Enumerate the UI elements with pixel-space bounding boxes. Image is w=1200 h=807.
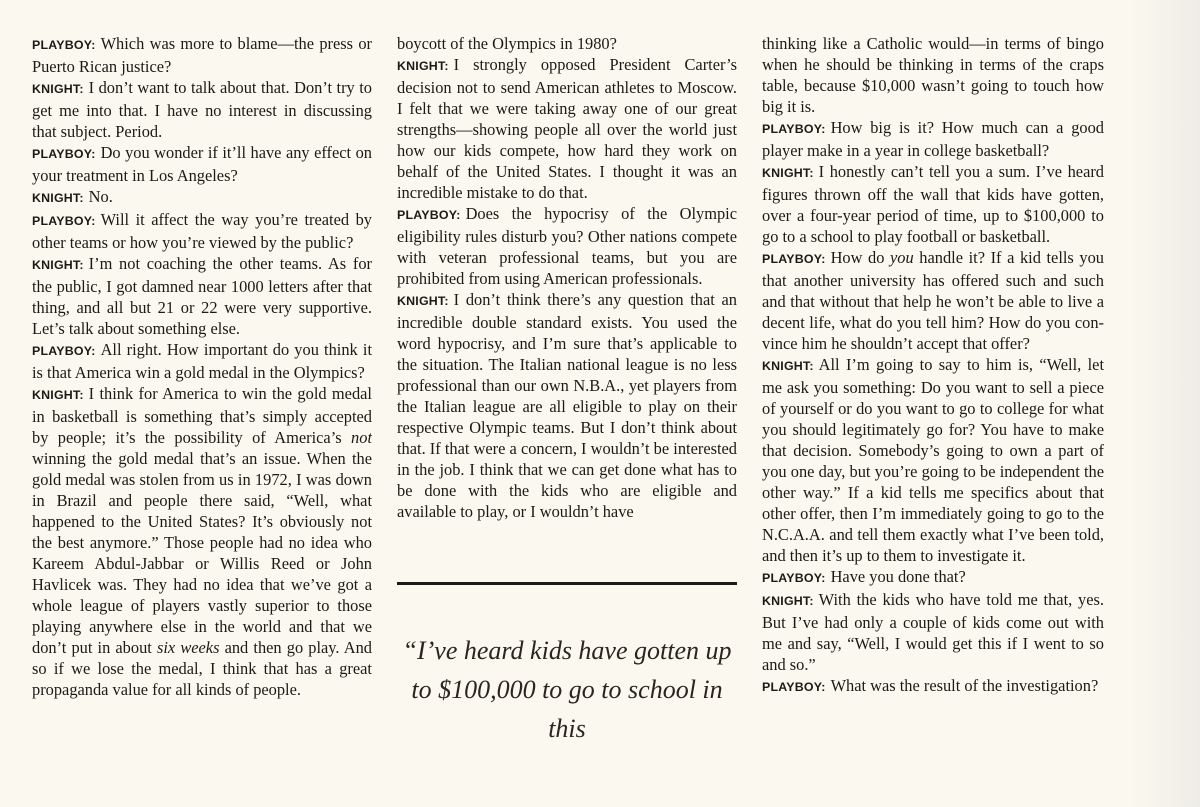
interview-paragraph: [762, 354, 1104, 566]
speaker-label: KNIGHT:: [397, 294, 449, 308]
paragraph-text: Does the hypocrisy of the Olympic eligibility rules disturb you? Other nations compete with veteran professional teams, but you are prohibited from using American professionals.: [397, 204, 737, 288]
paragraph-text: Which was more to blame—the press or Puerto Rican justice?: [32, 34, 372, 76]
speaker-label: PLAYBOY:: [762, 252, 826, 266]
interview-paragraph: [762, 566, 1104, 589]
paragraph-text: No.: [88, 187, 113, 206]
paragraph-text: What was the result of the investigation?: [830, 676, 1099, 695]
paragraph-text: All right. How important do you think it is that America win a gold medal in the Olympics?: [32, 340, 372, 382]
paragraph-text: I’m not coaching the other teams. As for the public, I got damned near 1000 letters after that thing, and all but 21 or 22 were very supportive. Let’s talk about something else.: [32, 254, 372, 338]
paragraph-text: I don’t want to talk about that. Don’t try to get me into that. I have no interest in discussing that subject. Period.: [32, 78, 372, 141]
speaker-label: KNIGHT:: [32, 82, 84, 96]
paragraph-text: Will it affect the way you’re treated by other teams or how you’re viewed by the public?: [32, 210, 372, 252]
interview-paragraph: [32, 142, 372, 186]
speaker-label: PLAYBOY:: [397, 208, 461, 222]
speaker-label: PLAYBOY:: [762, 571, 826, 585]
interview-paragraph: [32, 253, 372, 339]
interview-paragraph: [32, 77, 372, 142]
interview-paragraph: [397, 289, 737, 522]
interview-paragraph: [762, 247, 1104, 354]
speaker-label: KNIGHT:: [762, 594, 814, 608]
interview-paragraph: [32, 209, 372, 253]
interview-paragraph: [762, 161, 1104, 247]
interview-paragraph: [397, 203, 737, 289]
pullquote-rule: [397, 582, 737, 585]
interview-paragraph: [762, 675, 1104, 698]
speaker-label: PLAYBOY:: [762, 122, 826, 136]
speaker-label: PLAYBOY:: [32, 214, 96, 228]
paragraph-text: I think for America to win the gold medal in basketball is something that’s simply accepted by people; it’s the possibility of America’s not winning the gold medal that’s an issue. When the gold medal was stolen from us in 1972, I was down in Brazil and people there said, “Well, what happened to the United States? It’s obviously not the best anymore.” Those people had no idea who Kareem Abdul-Jabbar or Willis Reed or John Havlicek was. They had no idea that we’ve got a whole league of players vastly superior to those playing anywhere else in the world and that we don’t put in about six weeks and then go play. And so if we lose the medal, I think that has a great propaganda value for all kinds of people.: [32, 384, 372, 699]
interview-paragraph: [762, 589, 1104, 675]
text-column-3: [762, 33, 1104, 807]
paragraph-text: How do you handle it? If a kid tells you that another university has offered such and such and that without that help he won’t be able to live a decent life, what do you tell him? How do you convince him he shouldn’t accept that offer?: [762, 248, 1104, 353]
text-column-1: [32, 33, 372, 807]
pull-quote: “I’ve heard kids have gotten up to $100,000 to go to school in this: [402, 636, 732, 743]
paragraph-text: With the kids who have told me that, yes. But I’ve had only a couple of kids come out with me and say, “Well, I would get this if I went to so and so.”: [762, 590, 1104, 674]
paragraph-text: thinking like a Catholic would—in terms of bingo when he should be thinking in terms of the craps table, because $10,000 wasn’t going to touch how big it is.: [762, 34, 1104, 116]
paragraph-text: boycott of the Olympics in 1980?: [397, 34, 617, 53]
speaker-label: PLAYBOY:: [762, 680, 826, 694]
interview-paragraph: [762, 33, 1104, 117]
text-column-2: [397, 33, 737, 807]
speaker-label: KNIGHT:: [397, 59, 449, 73]
speaker-label: KNIGHT:: [32, 258, 84, 272]
paragraph-text: Have you done that?: [830, 567, 966, 586]
speaker-label: PLAYBOY:: [32, 147, 96, 161]
speaker-label: KNIGHT:: [32, 388, 84, 402]
interview-paragraph: [32, 383, 372, 700]
interview-paragraph: [762, 117, 1104, 161]
interview-paragraph: [397, 33, 737, 54]
interview-paragraph: [32, 33, 372, 77]
interview-paragraph: [32, 186, 372, 209]
interview-paragraph: [32, 339, 372, 383]
paragraph-text: I strongly opposed President Carter’s decision not to send American athletes to Moscow. I felt that we were taking away one of our great strengths—showing people all over the world just how our kids compete, how hard they work on behalf of the United States. I thought it was an incredible mistake to do that.: [397, 55, 737, 202]
paragraph-text: Do you wonder if it’ll have any effect on your treatment in Los Angeles?: [32, 143, 372, 185]
page-edge-shadow: [1130, 0, 1200, 807]
speaker-label: KNIGHT:: [762, 166, 814, 180]
speaker-label: PLAYBOY:: [32, 344, 96, 358]
paragraph-text: All I’m going to say to him is, “Well, let me ask you something: Do you want to sell a piece of yourself or do you want to go to college for what you should legitimately go for? You have to make that decision. Somebody’s going to own a part of you one day, but you’re going to be independent the other way.” If a kid tells me specifics about that other offer, then I’m immediately going to go to the N.C.A.A. and tell them exactly what I’ve been told, and then it’s up to them to investigate it.: [762, 355, 1104, 565]
speaker-label: KNIGHT:: [32, 191, 84, 205]
paragraph-text: I don’t think there’s any question that an incredible double standard exists. You used the word hypocrisy, and I’m sure that’s applicable to the situation. The Italian national league is no less professional than our own N.B.A., yet players from the Italian league are all eligible to play on their respective Olympic teams. But I don’t think about that. If that were a concern, I wouldn’t be interested in the job. I think that we can get done what has to be done with the kids who are eligible and available to play, or I wouldn’t have: [397, 290, 737, 521]
speaker-label: PLAYBOY:: [32, 38, 96, 52]
interview-paragraph: [397, 54, 737, 203]
paragraph-text: How big is it? How much can a good player make in a year in college basketball?: [762, 118, 1104, 160]
speaker-label: KNIGHT:: [762, 359, 814, 373]
paragraph-text: I honestly can’t tell you a sum. I’ve heard figures thrown off the wall that kids have gotten, over a four-year period of time, up to $100,000 to go to a school to play football or basketball.: [762, 162, 1104, 246]
